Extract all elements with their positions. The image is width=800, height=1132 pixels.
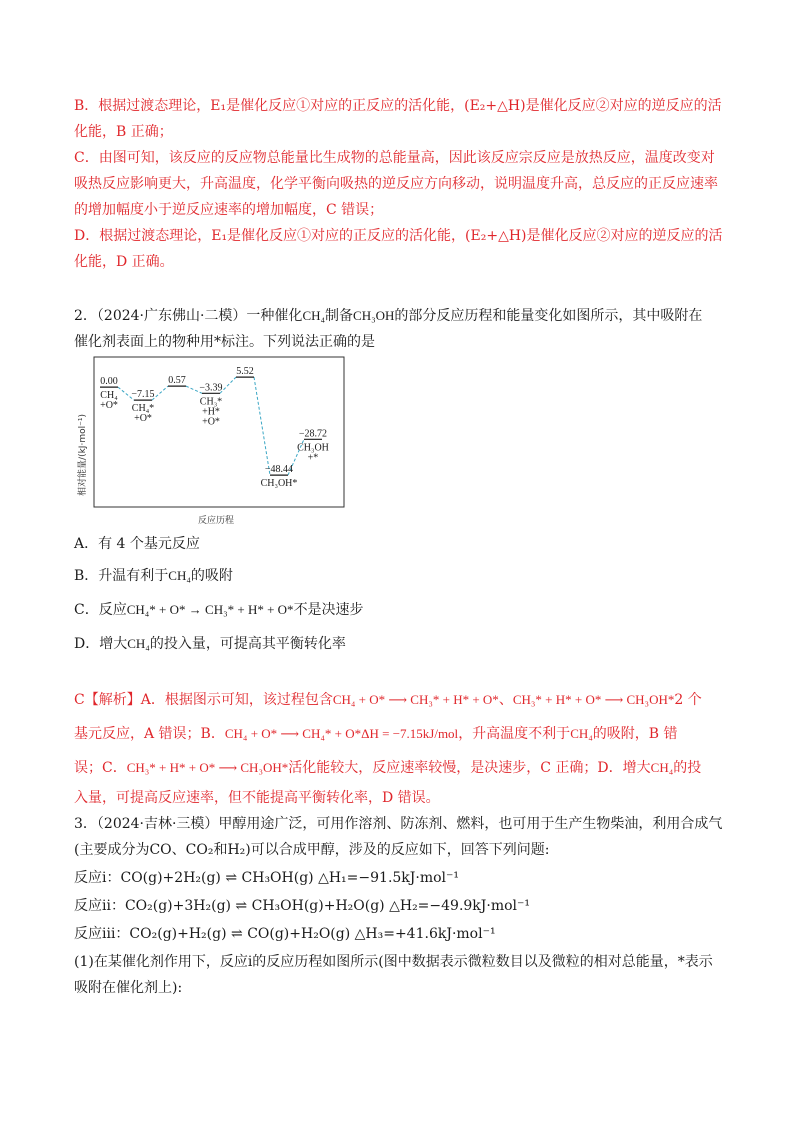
species-label: +O* bbox=[202, 416, 220, 428]
analysis-l3-species: CH₄ bbox=[650, 760, 674, 775]
energy-value-label: −28.72 bbox=[298, 428, 328, 440]
answer-d-line2: 化能，D 正确。 bbox=[74, 254, 174, 270]
species-label: +H* bbox=[202, 406, 220, 418]
answer-c-line3: 的增加幅度小于逆反应速率的增加幅度，C 错误； bbox=[74, 202, 384, 218]
analysis-l3-eq: CH₃* + H* + O* ⟶ CH₃OH* bbox=[126, 760, 289, 775]
energy-profile-chart bbox=[76, 355, 346, 533]
analysis-line4: 入量，可提高反应速率，但不能提高平衡转化率，D 错误。 bbox=[74, 790, 440, 806]
species-label: CH₃OH bbox=[297, 442, 329, 454]
q3-line1: 3．（2024·吉林·三模）甲醇用途广泛，可用作溶剂、防冻剂、燃料，也可用于生产生物柴油，利用合成气 bbox=[74, 816, 723, 832]
option-d-species: CH₄ bbox=[127, 636, 150, 651]
analysis-l1-b: 2 个 bbox=[674, 692, 702, 708]
analysis-l3-c: 的投 bbox=[673, 760, 702, 776]
analysis-l3-a: 误；C． bbox=[74, 760, 127, 776]
energy-value-label: 0.00 bbox=[100, 376, 118, 388]
energy-connector bbox=[254, 377, 270, 475]
q3-reaction-1: 反应ⅰ：CO(g)+2H₂(g) ⇌ CH₃OH(g) △H₁=−91.5kJ·mol⁻¹ bbox=[74, 870, 460, 886]
species-label: CH₃OH* bbox=[260, 478, 298, 490]
option-c-equation: CH₄* + O* → CH₃* + H* + O* bbox=[126, 602, 294, 617]
analysis-line2 bbox=[74, 724, 734, 744]
q3-part1-line2: 吸附在催化剂上): bbox=[74, 980, 183, 996]
analysis-line3 bbox=[74, 758, 734, 778]
answer-c-line1: C．由图可知，该反应的反应物总能量比生成物的总能量高，因此该反应宗反应是放热反应，温度改变对 bbox=[74, 150, 715, 166]
energy-value-label: −48.44 bbox=[264, 464, 294, 476]
species-label: CH₃* bbox=[199, 396, 223, 408]
answer-c-line2: 吸热反应影响更大，升高温度，化学平衡向吸热的逆反应方向移动，说明温度升高，总反应的正反应速率 bbox=[74, 176, 718, 192]
q2-species-ch4: CH₄ bbox=[302, 308, 326, 323]
q2-stem-line2: 催化剂表面上的物种用*标注。下列说法正确的是 bbox=[74, 334, 375, 350]
species-label: +O* bbox=[134, 413, 152, 425]
analysis-l2-b: ，升高温度不利于 bbox=[458, 726, 571, 742]
analysis-l3-b: 活化能较大，反应速率较慢，是决速步，C 正确；D．增大 bbox=[288, 760, 651, 776]
energy-value-label: 5.52 bbox=[236, 366, 254, 378]
analysis-l1-eq2: CH₃* + H* + O* ⟶ CH₃OH* bbox=[512, 692, 675, 707]
q3-line2: (主要成分为CO、CO₂和H₂)可以合成甲醇，涉及的反应如下，回答下列问题: bbox=[74, 842, 550, 858]
species-label: CH₄ bbox=[100, 390, 118, 402]
q2-stem-part-c: 的部分反应历程和能量变化如图所示，其中吸附在 bbox=[394, 308, 703, 324]
species-label: +* bbox=[307, 452, 319, 464]
answer-b-line2: 化能，B 正确； bbox=[74, 124, 173, 140]
option-d bbox=[74, 634, 734, 654]
q3-part1-line1: (1)在某催化剂作用下，反应ⅰ的反应历程如图所示(图中数据表示微粒数目以及微粒的相对总能量，*表示 bbox=[74, 954, 713, 970]
option-c-part2: 不是决速步 bbox=[293, 602, 364, 618]
option-b-part1: B．升温有利于 bbox=[74, 568, 169, 584]
option-a: A．有 4 个基元反应 bbox=[74, 536, 200, 552]
q2-stem-line1 bbox=[74, 306, 734, 326]
species-label: +O* bbox=[100, 400, 118, 412]
answer-d-line1: D．根据过渡态理论，E₁是催化反应①对应的正反应的活化能，(E₂+△H)是催化反应②对应的逆反应的活 bbox=[74, 228, 723, 244]
answer-b-line1: B．根据过渡态理论，E₁是催化反应①对应的正反应的活化能，(E₂+△H)是催化反应②对应的逆反应的活 bbox=[74, 98, 722, 114]
analysis-l2-eq: CH₄ + O* ⟶ CH₄* + O*ΔH = −7.15kJ/mol bbox=[224, 726, 459, 741]
analysis-l2-a: 基元反应，A 错误；B． bbox=[74, 726, 225, 742]
energy-value-label: 0.57 bbox=[168, 375, 186, 387]
q2-stem-part-b: 制备 bbox=[325, 308, 354, 324]
q2-species-ch3oh: CH₃OH bbox=[353, 308, 395, 323]
analysis-l1-sep: 、 bbox=[498, 692, 513, 708]
analysis-l2-species: CH₄ bbox=[570, 726, 593, 741]
option-d-part2: 的投入量，可提高其平衡转化率 bbox=[149, 636, 346, 652]
q3-reaction-3: 反应ⅲ：CO₂(g)+H₂(g) ⇌ CO(g)+H₂O(g) △H₃=+41.6kJ·mol⁻¹ bbox=[74, 926, 496, 942]
energy-value-label: −3.39 bbox=[199, 382, 223, 394]
x-axis-title: 反应历程 bbox=[197, 516, 235, 526]
analysis-l1-a: C【解析】A．根据图示可知，该过程包含 bbox=[74, 692, 333, 708]
energy-profile-svg bbox=[76, 355, 346, 533]
option-b-part2: 的吸附 bbox=[190, 568, 233, 584]
option-b-species: CH₄ bbox=[168, 568, 191, 583]
energy-value-label: −7.15 bbox=[131, 389, 155, 401]
option-c bbox=[74, 600, 734, 620]
analysis-l2-c: 的吸附，B 错 bbox=[592, 726, 678, 742]
y-axis-title: 相对能量/(kJ·mol⁻¹) bbox=[78, 414, 88, 496]
option-b bbox=[74, 566, 734, 586]
analysis-l1-eq1: CH₄ + O* ⟶ CH₃* + H* + O* bbox=[332, 692, 499, 707]
q3-reaction-2: 反应ⅱ：CO₂(g)+3H₂(g) ⇌ CH₃OH(g)+H₂O(g) △H₂=−49.9kJ·mol⁻¹ bbox=[74, 898, 531, 914]
q2-stem-part-a: 2．（2024·广东佛山·二模）一种催化 bbox=[74, 308, 303, 324]
analysis-line1 bbox=[74, 690, 734, 710]
option-d-part1: D．增大 bbox=[74, 636, 128, 652]
option-c-part1: C．反应 bbox=[74, 602, 127, 618]
species-label: CH₄* bbox=[131, 403, 155, 415]
